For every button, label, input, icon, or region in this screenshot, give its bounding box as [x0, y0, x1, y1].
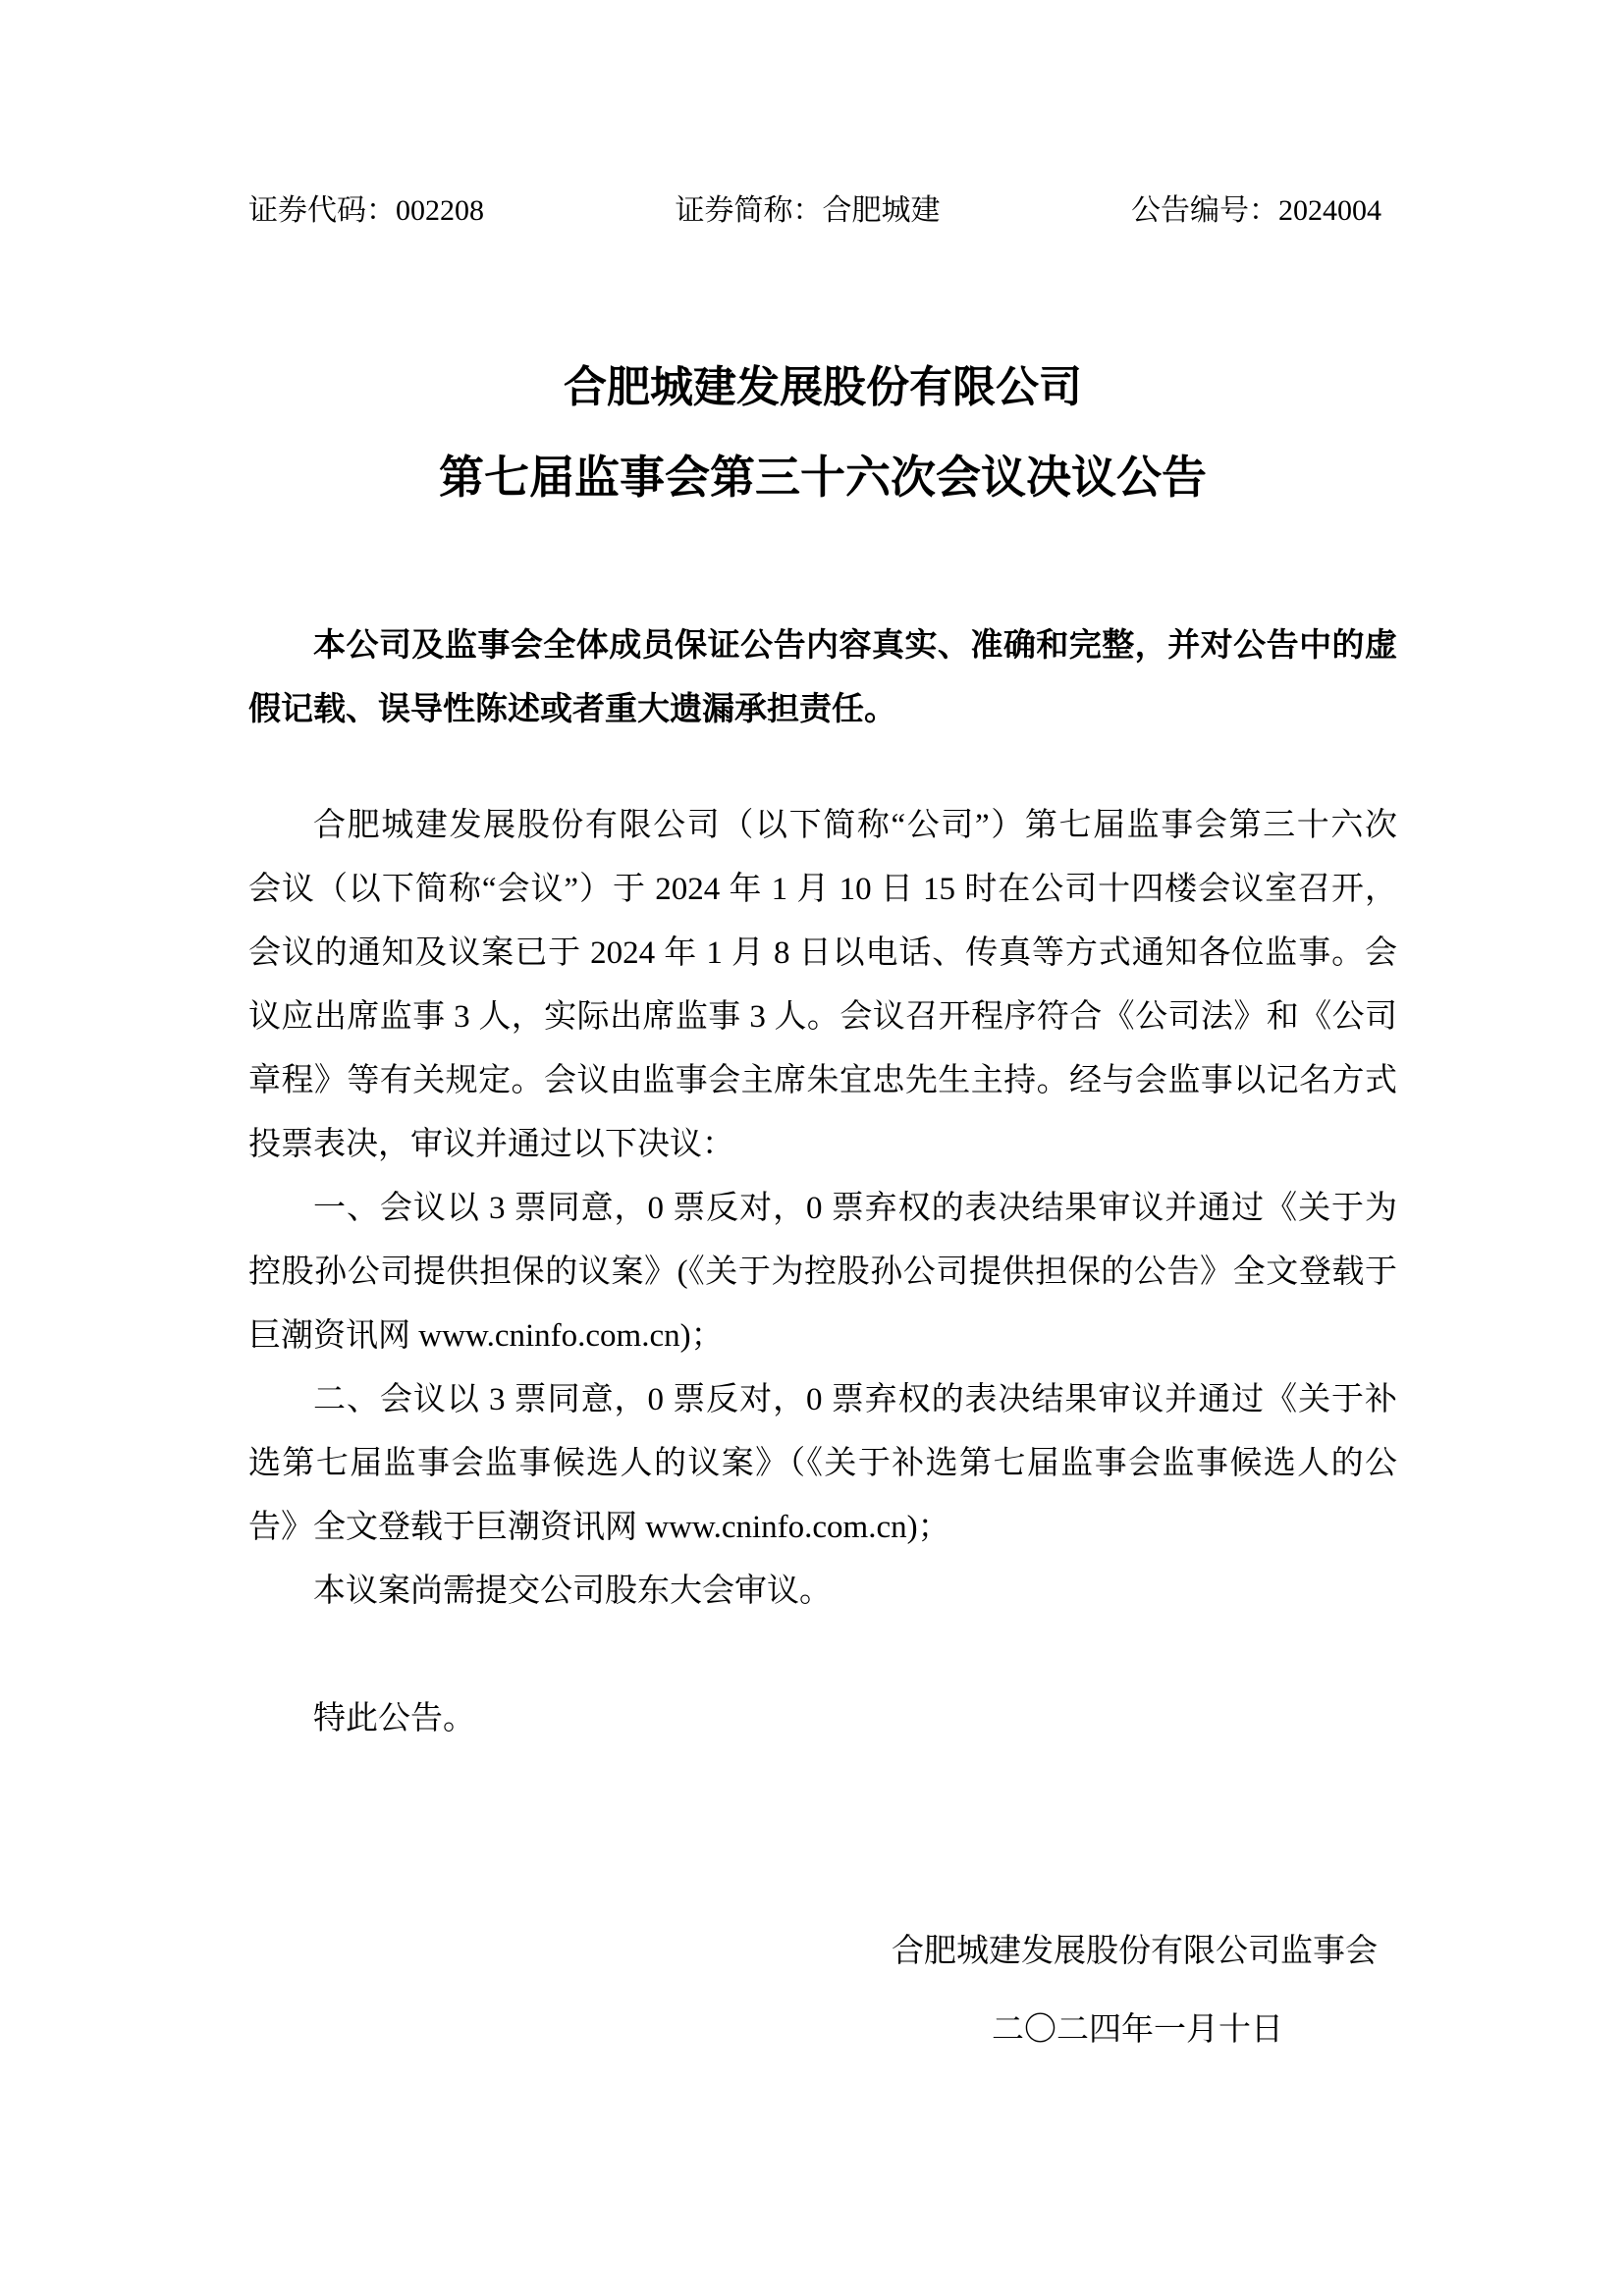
- signature: 合肥城建发展股份有限公司监事会: [892, 1934, 1378, 1969]
- announcement-title: 第七届监事会第三十六次会议决议公告: [439, 452, 1207, 503]
- body-line: 会议的通知及议案已于 2024 年 1 月 8 日以电话、传真等方式通知各位监事。会: [248, 935, 1397, 971]
- announcement-date: 二〇二四年一月十日: [992, 2012, 1283, 2048]
- notice-line: 假记载、误导性陈述或者重大遗漏承担责任。: [248, 690, 896, 726]
- resolution-1: [0, 1177, 1624, 1368]
- resolution-2: [0, 1368, 1624, 1560]
- meeting-paragraph: [0, 794, 1624, 1177]
- body-line: 合肥城建发展股份有限公司（以下简称“公司”）第七届监事会第三十六次: [313, 808, 1397, 843]
- closing-line: 特此公告。: [313, 1701, 475, 1736]
- body-line: 控股孙公司提供担保的议案》(《关于为控股孙公司提供担保的公告》全文登载于: [248, 1255, 1397, 1290]
- stock-code: 证券代码：002208: [248, 194, 484, 227]
- announcement-number: 公告编号：2024004: [1131, 194, 1381, 227]
- body-line: 议应出席监事 3 人，实际出席监事 3 人。会议召开程序符合《公司法》和《公司: [248, 999, 1397, 1035]
- body-line: 投票表决，审议并通过以下决议：: [248, 1127, 734, 1162]
- body-line: 会议（以下简称“会议”）于 2024 年 1 月 10 日 15 时在公司十四楼会议室召开，: [248, 872, 1397, 907]
- shareholder-review-paragraph: [0, 1560, 1624, 1624]
- notice-line: 本公司及监事会全体成员保证公告内容真实、准确和完整，并对公告中的虚: [313, 626, 1397, 663]
- body-line: 选第七届监事会监事候选人的议案》（《关于补选第七届监事会监事候选人的公: [248, 1446, 1397, 1481]
- company-title: 合肥城建发展股份有限公司: [564, 363, 1082, 411]
- body-line: 巨潮资讯网 www.cninfo.com.cn)；: [248, 1318, 724, 1354]
- body-line: 二、会议以 3 票同意，0 票反对，0 票弃权的表决结果审议并通过《关于补: [313, 1382, 1397, 1417]
- document-header: [248, 191, 1381, 231]
- stock-name: 证券简称：合肥城建: [675, 194, 941, 227]
- integrity-notice: [0, 613, 1624, 740]
- body-line: 一、会议以 3 票同意，0 票反对，0 票弃权的表决结果审议并通过《关于为: [313, 1191, 1397, 1226]
- body-line: 本议案尚需提交公司股东大会审议。: [313, 1574, 832, 1609]
- body-line: 章程》等有关规定。会议由监事会主席朱宜忠先生主持。经与会监事以记名方式: [248, 1063, 1397, 1098]
- body-line: 告》全文登载于巨潮资讯网 www.cninfo.com.cn)；: [248, 1510, 950, 1545]
- closing-paragraph: [0, 1687, 1624, 1751]
